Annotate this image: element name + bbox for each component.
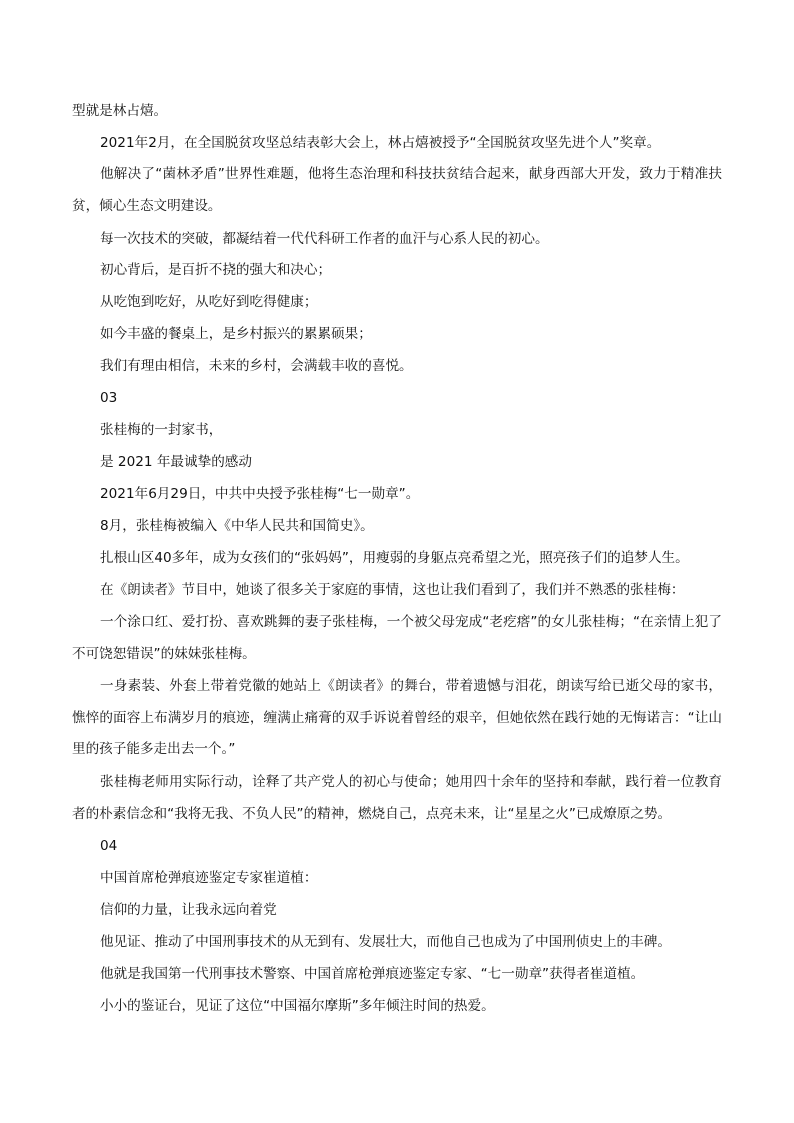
paragraph: 在《朗读者》节目中，她谈了很多关于家庭的事情，这也让我们看到了，我们并不熟悉的张桂梅：: [100, 582, 685, 598]
paragraph: 一身素装、外套上带着党徽的她站上《朗读者》的舞台，带着遗憾与泪花，朗读写给已逝父母的家书，憔悴的面容上布满岁月的痕迹，缠满止痛膏的双手诉说着曾经的艰辛，但她依然在践行她的无悔诺言：“让山里的孩子能多走出去一个。”: [72, 678, 722, 757]
paragraph: 他解决了“菌林矛盾”世界性难题，他将生态治理和科技扶贫结合起来，献身西部大开发，致力于精准扶贫，倾心生态文明建设。: [72, 166, 722, 214]
paragraph: 一个涂口红、爱打扮、喜欢跳舞的妻子张桂梅，一个被父母宠成“老疙瘩”的女儿张桂梅；“在亲情上犯了不可饶恕错误”的妹妹张桂梅。: [72, 614, 722, 662]
paragraph: 从吃饱到吃好，从吃好到吃得健康；: [100, 294, 318, 310]
paragraph: 他见证、推动了中国刑事技术的从无到有、发展壮大，而他自己也成为了中国刑侦史上的丰碑。: [100, 934, 671, 950]
paragraph: 初心背后，是百折不挠的强大和决心；: [100, 262, 332, 278]
paragraph-line: 型就是林占熺。: [72, 103, 168, 119]
paragraph: 扎根山区40多年，成为女孩们的“张妈妈”，用瘦弱的身躯点亮希望之光，照亮孩子们的追梦人生。: [100, 550, 689, 566]
section-heading: 是 2021 年最诚挚的感动: [100, 454, 252, 470]
section-heading: 中国首席枪弹痕迹鉴定专家崔道植：: [100, 870, 318, 886]
section-heading: 张桂梅的一封家书，: [100, 422, 223, 438]
section-number: 04: [100, 838, 118, 854]
section-heading: 信仰的力量，让我永远向着党: [100, 902, 277, 918]
paragraph: 每一次技术的突破，都凝结着一代代科研工作者的血汗与心系人民的初心。: [100, 231, 549, 247]
paragraph: 2021年2月，在全国脱贫攻坚总结表彰大会上，林占熺被授予“全国脱贫攻坚先进个人”奖章。: [100, 135, 661, 151]
paragraph: 他就是我国第一代刑事技术警察、中国首席枪弹痕迹鉴定专家、“七一勋章”获得者崔道植。: [100, 966, 645, 982]
paragraph: 2021年6月29日，中共中央授予张桂梅“七一勋章”。: [100, 486, 420, 502]
paragraph: 8月，张桂梅被编入《中华人民共和国简史》。: [100, 518, 374, 534]
section-number: 03: [100, 390, 118, 406]
paragraph: 我们有理由相信，未来的乡村，会满载丰收的喜悦。: [100, 358, 413, 374]
paragraph: 小小的鉴证台，见证了这位“中国福尔摩斯”多年倾注时间的热爱。: [100, 998, 495, 1014]
paragraph: 如今丰盛的餐桌上，是乡村振兴的累累硕果；: [100, 326, 372, 342]
paragraph: 张桂梅老师用实际行动，诠释了共产党人的初心与使命；她用四十余年的坚持和奉献，践行着一位教育者的朴素信念和“我将无我、不负人民”的精神，燃烧自己，点亮未来，让“星星之火”已成燎原之势。: [72, 774, 722, 822]
